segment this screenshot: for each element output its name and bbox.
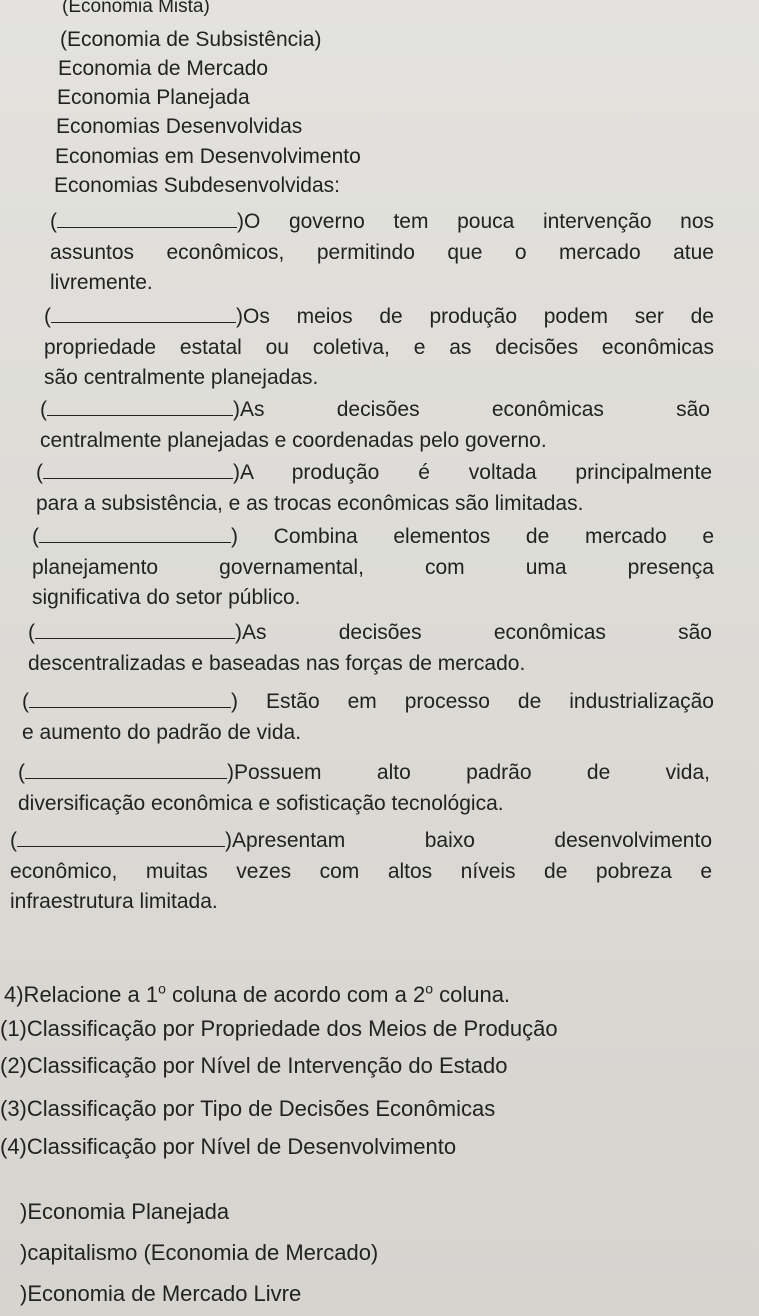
answer-blank-3[interactable] xyxy=(47,397,233,416)
option-economias-em-desenvolvimento: Economias em Desenvolvimento xyxy=(55,145,361,168)
class-3-decisoes: (3)Classificação por Tipo de Decisões Econômicas xyxy=(0,1096,496,1121)
statement-item-5: ( ) Combina elementos de mercado e planejamento governamental, com uma presença significativa do setor público. xyxy=(32,522,714,614)
option-economias-subdesenvolvidas: Economias Subdesenvolvidas: xyxy=(54,174,341,197)
statement-item-7: ( ) Estão em processo de industrialização e aumento do padrão de vida. xyxy=(22,687,714,748)
option-economia-subsistencia: (Economia de Subsistência) xyxy=(60,28,322,51)
statement-first-line: ( )Os meios de produção podem ser de xyxy=(44,305,714,328)
statement-item-8: ( )Possuem alto padrão de vida, diversificação econômica e sofisticação tecnológica. xyxy=(18,758,710,819)
statement-item-3: ( )As decisões econômicas são centralmente planejadas e coordenadas pelo governo. xyxy=(40,395,710,456)
statement-first-line: ( )O governo tem pouca intervenção nos xyxy=(50,210,714,233)
option-economias-desenvolvidas: Economias Desenvolvidas xyxy=(56,115,303,138)
answer-blank-5[interactable] xyxy=(39,524,231,543)
answer-capitalismo: )capitalismo (Economia de Mercado) xyxy=(20,1240,379,1265)
answer-blank-8[interactable] xyxy=(25,760,227,779)
statement-first-line: ( ) Combina elementos de mercado e xyxy=(32,525,714,548)
statement-first-line: ( )Apresentam baixo desenvolvimento xyxy=(10,829,712,852)
statement-first-line: ( )As decisões econômicas são xyxy=(28,621,712,644)
statement-item-6: ( )As decisões econômicas são descentralizadas e baseadas nas forças de mercado. xyxy=(28,618,712,679)
answer-blank-9[interactable] xyxy=(17,828,225,847)
statement-first-line: ( )Possuem alto padrão de vida, xyxy=(18,761,710,784)
statement-item-4: ( )A produção é voltada principalmente para a subsistência, e as trocas econômicas são limitadas. xyxy=(36,458,712,519)
answer-blank-6[interactable] xyxy=(35,620,235,639)
statement-item-1: ( )O governo tem pouca intervenção nos assuntos econômicos, permitindo que o mercado atue livremente. xyxy=(50,207,714,299)
option-economia-planejada: Economia Planejada xyxy=(57,86,250,109)
statement-first-line: ( )As decisões econômicas são xyxy=(40,398,710,421)
class-1-propriedade: (1)Classificação por Propriedade dos Meios de Produção xyxy=(0,1016,558,1041)
statement-item-2: ( )Os meios de produção podem ser de propriedade estatal ou coletiva, e as decisões econômicas são centralmente planejadas. xyxy=(44,302,714,394)
question-4-prompt: 4)Relacione a 1$^o$ coluna de acordo com a 2$^o$ coluna. xyxy=(4,980,511,1007)
answer-blank-7[interactable] xyxy=(29,689,231,708)
statement-first-line: ( ) Estão em processo de industrialização xyxy=(22,690,714,713)
option-economia-mercado: Economia de Mercado xyxy=(58,57,269,80)
class-2-intervencao: (2)Classificação por Nível de Intervenção do Estado xyxy=(0,1053,508,1078)
answer-blank-4[interactable] xyxy=(43,460,233,479)
answer-mercado-livre: )Economia de Mercado Livre xyxy=(20,1281,302,1306)
class-4-desenvolvimento: (4)Classificação por Nível de Desenvolvimento xyxy=(0,1134,457,1159)
answer-economia-planejada: )Economia Planejada xyxy=(20,1199,230,1224)
option-economia-mista: (Economia Mista) xyxy=(62,0,210,17)
statement-first-line: ( )A produção é voltada principalmente xyxy=(36,461,712,484)
answer-blank-1[interactable] xyxy=(57,209,237,228)
statement-item-9: ( )Apresentam baixo desenvolvimento econômico, muitas vezes com altos níveis de pobreza e infraestrutura limitada. xyxy=(10,826,712,918)
answer-blank-2[interactable] xyxy=(51,304,236,323)
